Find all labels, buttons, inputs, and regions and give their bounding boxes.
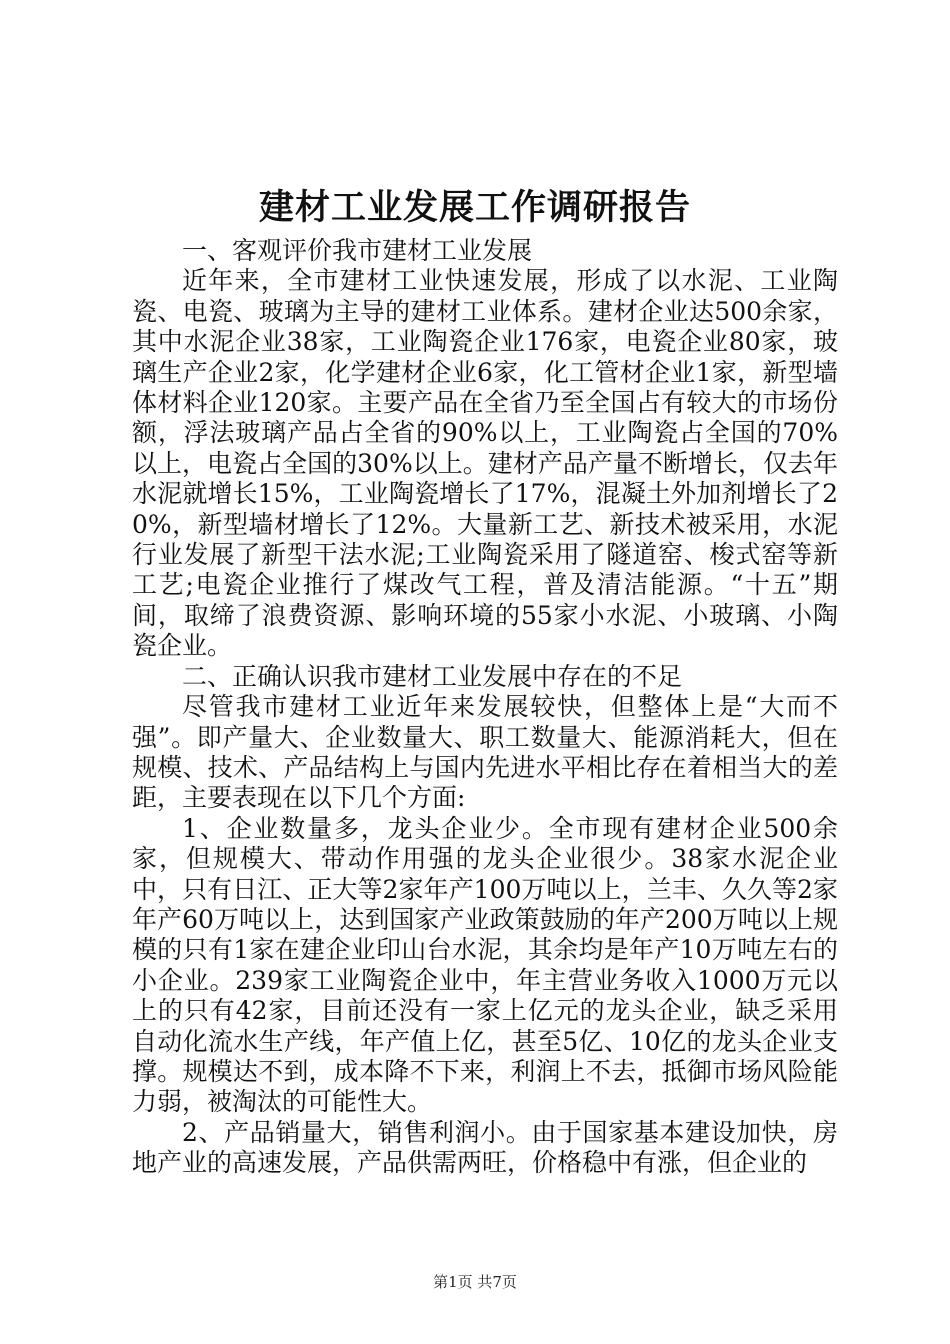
paragraph-shortcomings: 尽管我市建材工业近年来发展较快，但整体上是“大而不强”。即产量大、企业数量大、职工数量大、能源消耗大，但在规模、技术、产品结构上与国内先进水平相比存在着相当大的差距，主要表现在以下几个方面: <box>132 692 838 813</box>
page-footer: 第1页 共7页 <box>433 1273 517 1291</box>
document-title: 建材工业发展工作调研报告 <box>258 187 691 228</box>
section-heading-1: 一、客观评价我市建材工业发展 <box>182 236 533 265</box>
paragraph-point-1: 1、企业数量多，龙头企业少。全市现有建材企业500余家，但规模大、带动作用强的龙头企业很少。38家水泥企业中，只有日江、正大等2家年产100万吨以上，兰丰、久久等2家年产60万吨以上，达到国家产业政策鼓励的年产200万吨以上规模的只有1家在建企业印山台水泥，其余均是年产10万吨左右的小企业。239家工业陶瓷企业中，年主营业务收入1000万元以上的只有42家，目前还没有一家上亿元的龙头企业，缺乏采用自动化流水生产线，年产值上亿，甚至5亿、10亿的龙头企业支撑。规模达不到，成本降不下来，利润上不去，抵御市场风险能力弱，被淘汰的可能性大。 <box>132 813 838 1117</box>
section-heading-2: 二、正确认识我市建材工业发展中存在的不足 <box>182 661 683 691</box>
paragraph-point-2: 2、产品销量大，销售利润小。由于国家基本建设加快，房地产业的高速发展，产品供需两旺，价格稳中有涨，但企业的 <box>132 1117 838 1178</box>
paragraph-overview: 近年来，全市建材工业快速发展，形成了以水泥、工业陶瓷、电瓷、玻璃为主导的建材工业体系。建材企业达500余家，其中水泥企业38家，工业陶瓷企业176家，电瓷企业80家，玻璃生产企业2家，化学建材企业6家，化工管材企业1家，新型墙体材料企业120家。主要产品在全省乃至全国占有较大的市场份额，浮法玻璃产品占全省的90%以上，工业陶瓷占全国的70%以上，电瓷占全国的30%以上。建材产品产量不断增长，仅去年水泥就增长15%，工业陶瓷增长了17%，混凝土外加剂增长了20%，新型墙材增长了12%。大量新工艺、新技术被采用，水泥行业发展了新型干法水泥;工业陶瓷采用了隧道窑、梭式窑等新工艺;电瓷企业推行了煤改气工程，普及清洁能源。“十五”期间，取缔了浪费资源、影响环境的55家小水泥、小玻璃、小陶瓷企业。 <box>132 266 838 661</box>
document-body <box>132 236 838 1179</box>
